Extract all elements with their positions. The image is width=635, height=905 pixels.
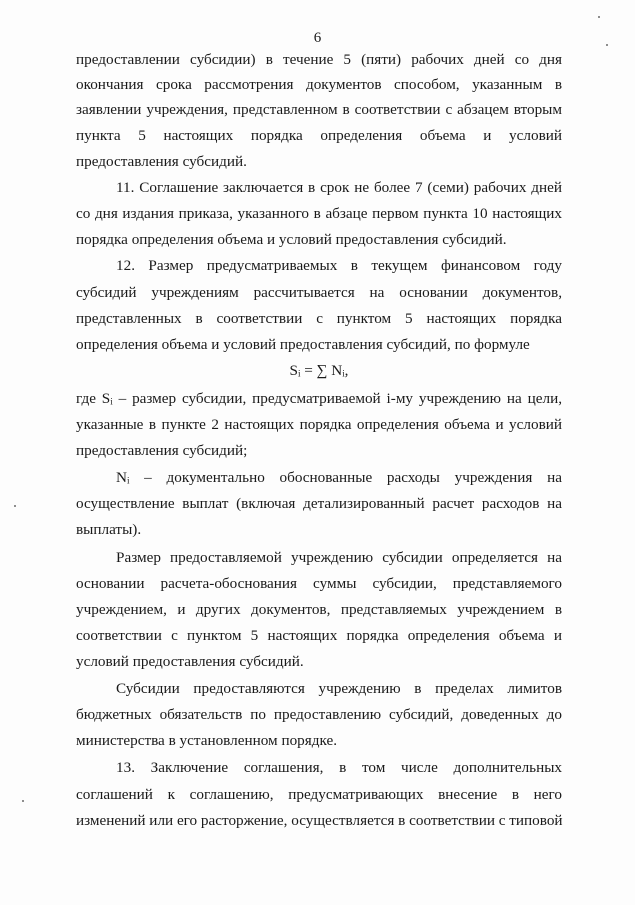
text-line: министерства в установленном порядке. <box>76 732 338 749</box>
text-line: изменений или его расторжение, осуществляется в соответствии с типовой <box>76 812 563 829</box>
text-line: 11. Соглашение заключается в срок не более 7 (семи) рабочих дней <box>116 179 562 196</box>
text-line: Nᵢ – документально обоснованные расходы учреждения на <box>116 469 562 486</box>
text-line: где Sᵢ – размер субсидии, предусматриваемой i-му учреждению на цели, <box>76 390 562 407</box>
text-line: заявлении учреждения, представленном в соответствии с абзацем вторым <box>76 101 562 118</box>
text-line: 13. Заключение соглашения, в том числе дополнительных <box>116 759 562 776</box>
text-line: порядка определения объема и условий предоставления субсидий. <box>76 231 507 248</box>
text-line: 12. Размер предусматриваемых в текущем финансовом году <box>116 257 562 274</box>
scan-speck <box>606 44 608 46</box>
scan-speck <box>598 16 600 18</box>
scan-speck <box>22 800 24 802</box>
text-line: представленных в соответствии с пунктом 5 настоящих порядка <box>76 310 562 327</box>
text-line: определения объема и условий предоставления субсидий, по формуле <box>76 336 530 353</box>
text-line: Субсидии предоставляются учреждению в пределах лимитов <box>116 680 562 697</box>
text-line: бюджетных обязательств по предоставлению субсидий, доведенных до <box>76 706 562 723</box>
text-line: окончания срока рассмотрения документов способом, указанным в <box>76 76 562 93</box>
text-line: указанные в пункте 2 настоящих порядка определения объема и условий <box>76 416 562 433</box>
text-line: Размер предоставляемой учреждению субсидии определяется на <box>116 549 562 566</box>
text-line: предоставлении субсидии) в течение 5 (пяти) рабочих дней со дня <box>76 51 562 68</box>
scan-speck <box>14 505 16 507</box>
text-line: предоставления субсидий. <box>76 153 247 170</box>
text-line: субсидий учреждениям рассчитывается на основании документов, <box>76 284 562 301</box>
text-line: соглашений к соглашению, предусматривающих внесение в него <box>76 786 562 803</box>
text-line: соответствии с пунктом 5 настоящих порядка определения объема и <box>76 627 562 644</box>
text-line: предоставления субсидий; <box>76 442 248 459</box>
page-number: 6 <box>313 30 322 46</box>
text-line: осуществление выплат (включая детализированный расчет расходов на <box>76 495 562 512</box>
text-line: со дня издания приказа, указанного в абзаце первом пункта 10 настоящих <box>76 205 562 222</box>
text-line: выплаты). <box>76 521 142 538</box>
text-line: учреждением, и других документов, представляемых учреждением в <box>76 601 562 618</box>
text-line: пункта 5 настоящих порядка определения объема и условий <box>76 127 562 144</box>
text-line: основании расчета-обоснования суммы субсидии, представляемого <box>76 575 562 592</box>
formula: Sᵢ = ∑ Nᵢ, <box>289 362 349 379</box>
text-line: условий предоставления субсидий. <box>76 653 304 670</box>
